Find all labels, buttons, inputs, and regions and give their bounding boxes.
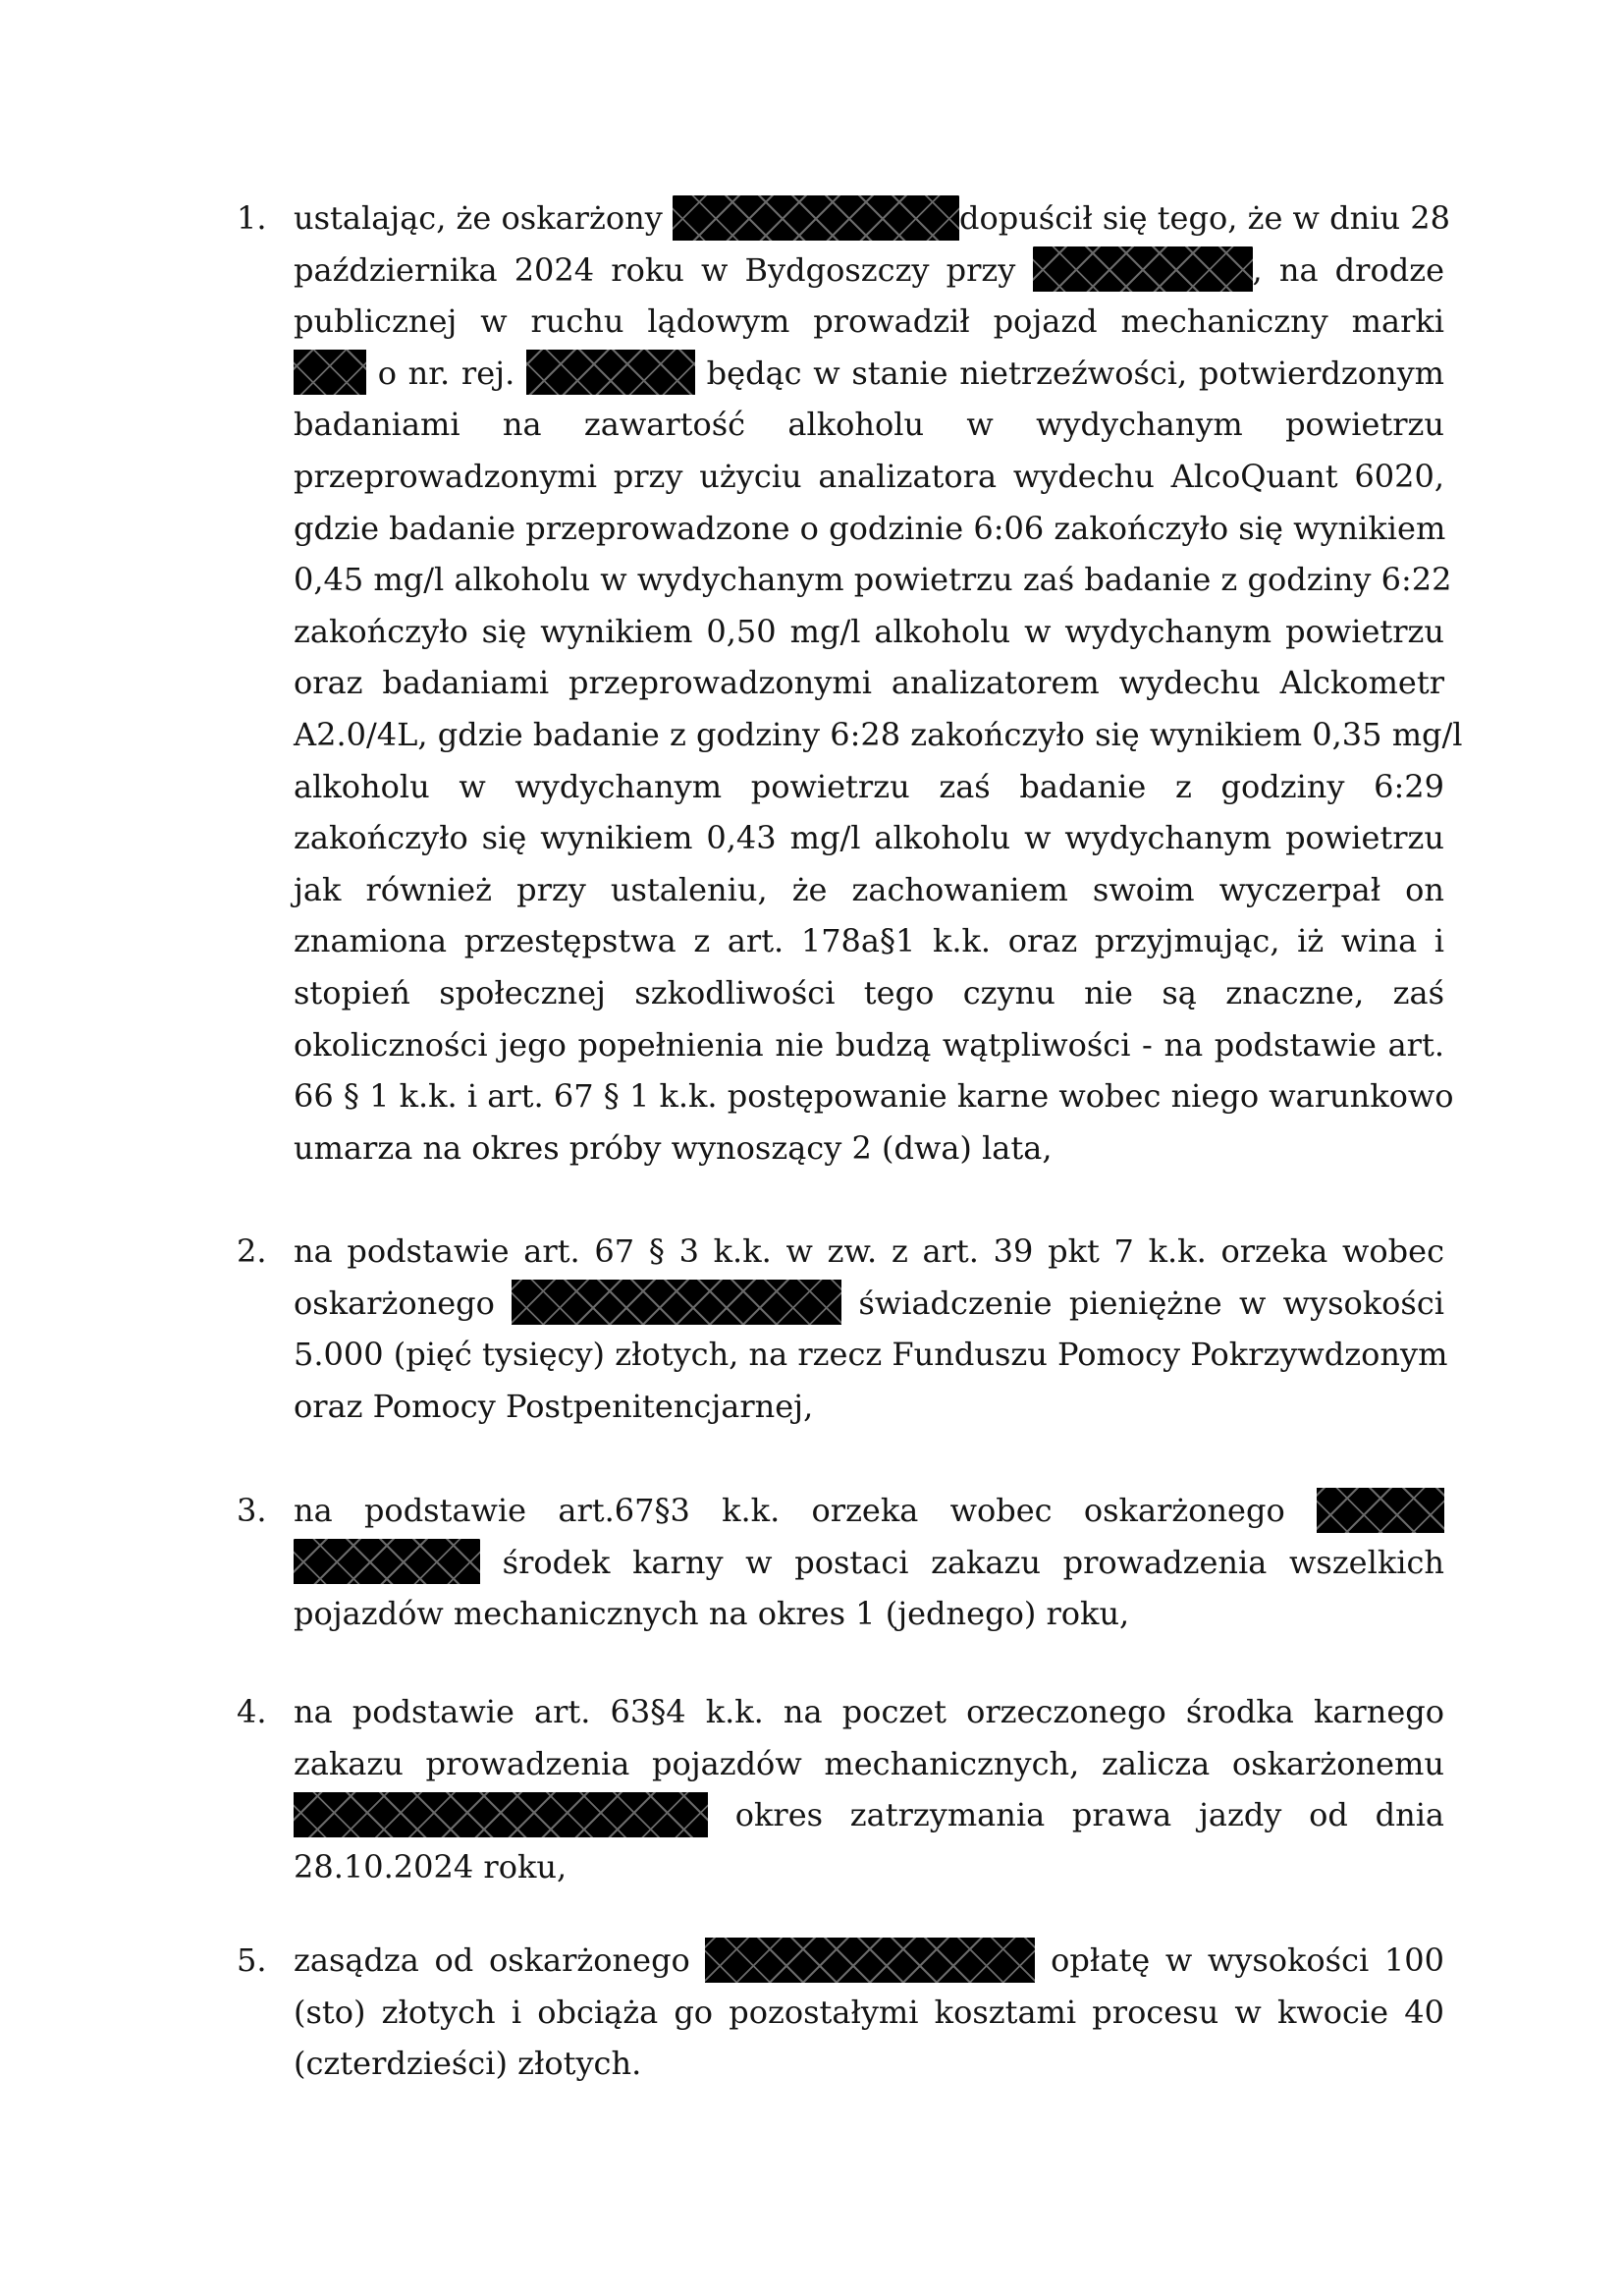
text-line: zakazu prowadzenia pojazdów mechanicznych, zalicza oskarżonemu <box>294 1744 1444 1782</box>
redaction-box <box>705 1938 1035 1983</box>
text-line: środek karny w postaci zakazu prowadzenia wszelkich <box>294 1537 1444 1589</box>
text-line: 66 § 1 k.k. i art. 67 § 1 k.k. postępowanie karne wobec niego warunkowo <box>294 1077 1454 1116</box>
text-line: zasądza od oskarżonego opłatę w wysokości 100 <box>294 1935 1444 1987</box>
text-line: pojazdów mechanicznych na okres 1 (jednego) roku, <box>294 1595 1130 1633</box>
text-line: publicznej w ruchu lądowym prowadził pojazd mechaniczny marki <box>294 302 1444 341</box>
text-line: 0,45 mg/l alkoholu w wydychanym powietrzu zaś badanie z godziny 6:22 <box>294 561 1452 599</box>
redaction-box <box>1317 1488 1444 1533</box>
text-line: okoliczności jego popełnienia nie budzą wątpliwości - na podstawie art. <box>294 1025 1444 1064</box>
item-number: 2. <box>237 1232 267 1270</box>
item-number: 1. <box>237 199 267 237</box>
text-line: (sto) złotych i obciąża go pozostałymi kosztami procesu w kwocie 40 <box>294 1993 1444 2031</box>
text-line: 5.000 (pięć tysięcy) złotych, na rzecz Funduszu Pomocy Pokrzywdzonym <box>294 1336 1448 1374</box>
redaction-box <box>673 195 959 241</box>
text-line: października 2024 roku w Bydgoszczy przy , na drodze <box>294 245 1444 297</box>
redaction-box <box>294 350 366 395</box>
redaction-box <box>1033 246 1253 292</box>
text-line: gdzie badanie przeprowadzone o godzinie 6:06 zakończyło się wynikiem <box>294 509 1446 547</box>
text-line: (czterdzieści) złotych. <box>294 2045 642 2083</box>
text-line: na podstawie art. 67 § 3 k.k. w zw. z art. 39 pkt 7 k.k. orzeka wobec <box>294 1232 1444 1270</box>
text-line: na podstawie art.67§3 k.k. orzeka wobec oskarżonego <box>294 1485 1444 1537</box>
text-line: A2.0/4L, gdzie badanie z godziny 6:28 zakończyło się wynikiem 0,35 mg/l <box>294 716 1463 753</box>
item-number: 4. <box>237 1693 267 1730</box>
redaction-box <box>294 1539 480 1584</box>
text-line: znamiona przestępstwa z art. 178a§1 k.k. oraz przyjmując, iż wina i <box>294 922 1444 960</box>
text-line: umarza na okres próby wynoszący 2 (dwa) lata, <box>294 1128 1053 1167</box>
text-line: okres zatrzymania prawa jazdy od dnia <box>294 1789 1444 1841</box>
redaction-box <box>294 1792 708 1837</box>
item-number: 5. <box>237 1941 267 1979</box>
text-line: jak również przy ustaleniu, że zachowaniem swoim wyczerpał on <box>294 870 1444 908</box>
redaction-box <box>526 350 695 395</box>
redaction-box <box>512 1280 841 1325</box>
text-line: na podstawie art. 63§4 k.k. na poczet orzeczonego środka karnego <box>294 1693 1444 1730</box>
text-line: ustalając, że oskarżony dopuścił się tego, że w dniu 28 <box>294 192 1444 245</box>
text-line: alkoholu w wydychanym powietrzu zaś badanie z godziny 6:29 <box>294 767 1444 805</box>
text-line: stopień społecznej szkodliwości tego czynu nie są znaczne, zaś <box>294 974 1444 1011</box>
item-number: 3. <box>237 1492 267 1529</box>
text-line: oraz badaniami przeprowadzonymi analizatorem wydechu Alckometr <box>294 664 1444 702</box>
text-line: zakończyło się wynikiem 0,43 mg/l alkoholu w wydychanym powietrzu <box>294 819 1444 857</box>
text-line: 28.10.2024 roku, <box>294 1847 568 1886</box>
text-line: przeprowadzonymi przy użyciu analizatora wydechu AlcoQuant 6020, <box>294 458 1444 495</box>
text-line: badaniami na zawartość alkoholu w wydychanym powietrzu <box>294 406 1444 444</box>
text-line: o nr. rej. będąc w stanie nietrzeźwości, potwierdzonym <box>294 348 1444 400</box>
text-line: oraz Pomocy Postpenitencjarnej, <box>294 1387 814 1425</box>
text-line: oskarżonego świadczenie pieniężne w wysokości <box>294 1278 1444 1330</box>
text-line: zakończyło się wynikiem 0,50 mg/l alkoholu w wydychanym powietrzu <box>294 612 1444 650</box>
